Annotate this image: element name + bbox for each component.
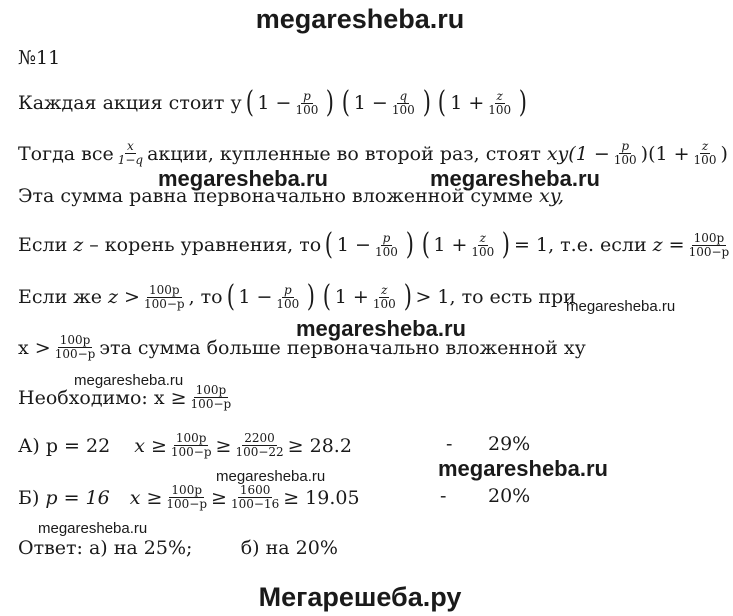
fraction: $\frac{100p}{100-p}$ [688, 230, 730, 259]
line-2-text: Тогда все [18, 142, 114, 165]
watermark: megaresheba.ru [158, 166, 328, 191]
line-2-expr-e: ) [720, 142, 728, 165]
line-4-var-2: z [652, 234, 663, 256]
line-4-text-b: – корень уравнения, то [89, 234, 322, 256]
line-4-var: z [73, 234, 84, 256]
fraction: $\frac{z}{100}$ [693, 139, 717, 167]
line-5-text-c: > 1, то есть при [415, 286, 576, 308]
line-6-text: x > [18, 336, 51, 359]
case-a-x: x ≥ [134, 434, 167, 457]
case-b-p: p = 16 [45, 486, 110, 509]
line-6-text-b: эта сумма больше первоначально вложенной ху [99, 336, 586, 359]
watermark: megaresheba.ru [566, 298, 676, 315]
fraction: $\frac{x}{1-q}$ [117, 139, 144, 167]
case-a-ge: ≥ [215, 434, 232, 457]
fraction: $\frac{1600}{100-16}$ [230, 483, 280, 511]
line-8 [18, 432, 352, 459]
watermark: megaresheba.ru [216, 468, 326, 485]
line-2-expr-d: )(1 + [640, 142, 690, 165]
line-2 [18, 140, 728, 167]
line-1-text: Каждая акция стоит у [18, 92, 242, 114]
problem-number: №11 [18, 47, 61, 69]
line-5-var: z [108, 286, 119, 308]
watermark: megaresheba.ru [38, 520, 148, 537]
case-b-label: Б) [18, 486, 40, 509]
fraction: $\frac{p}{100}$ [295, 88, 319, 117]
line-5-term-1: 1 − [238, 286, 273, 308]
line-3-text: Эта сумма равна первоначально вложенной сумме [18, 185, 534, 207]
site-header: megaresheba.ru [255, 4, 465, 34]
fraction: $\frac{100p}{100-p}$ [54, 333, 96, 361]
line-4-text-c: = 1, т.е. если [514, 234, 647, 256]
line-1-term-1: 1 − [257, 92, 292, 114]
line-4-term-1: 1 − [336, 234, 371, 256]
line-1-term-2: 1 − [353, 92, 388, 114]
fraction: $\frac{2200}{100-22}$ [235, 431, 284, 459]
line-3-var: xy, [539, 185, 565, 207]
fraction: $\frac{p}{100}$ [276, 282, 300, 311]
fraction: $\frac{z}{100}$ [488, 88, 512, 117]
site-footer: Мегарешеба.ру [258, 582, 462, 612]
case-b-ge: ≥ [211, 486, 227, 509]
line-7-text: Необходимо: x ≥ [18, 386, 187, 409]
case-a-dash: - [446, 433, 453, 455]
line-4-eq: = [668, 234, 685, 256]
case-b-dash: - [440, 485, 447, 507]
line-5: Если же z > $\frac{100p}{100-p}$ , то ( 1 − $\frac{p}{100}$ ) ( 1 + $\frac{z}{100}$ ) > 1, то есть при [18, 279, 576, 314]
line-1: Каждая акция стоит у ( 1 − $\frac{p}{100}$ ) ( 1 − $\frac{q}{100}$ ) ( 1 + $\frac{z}{100}$ ) [18, 85, 528, 120]
line-2-expr: xy(1 − [546, 142, 610, 165]
line-9 [18, 484, 360, 511]
case-a-label: А) p = 22 [18, 434, 111, 457]
line-5-gt: > [124, 286, 140, 308]
fraction: $\frac{z}{100}$ [372, 282, 396, 311]
line-4: Если z – корень уравнения, то ( 1 − $\frac{p}{100}$ ) ( 1 + $\frac{z}{100}$ ) = 1, т.е. если z = $\frac{100p}{100-p}$ [18, 227, 730, 262]
line-4-term-2: 1 + [433, 234, 468, 256]
fraction: $\frac{q}{100}$ [391, 88, 415, 117]
watermark: megaresheba.ru [430, 166, 600, 191]
case-a-value: ≥ 28.2 [287, 434, 352, 457]
fraction: $\frac{100p}{100-p}$ [170, 431, 212, 459]
fraction: $\frac{z}{100}$ [471, 230, 495, 259]
watermark: megaresheba.ru [438, 456, 608, 481]
line-5-text: Если же [18, 286, 103, 308]
line-5-text-b: , то [188, 286, 223, 308]
case-b-result: 20% [488, 485, 531, 507]
line-4-text: Если [18, 234, 68, 256]
line-5-term-2: 1 + [334, 286, 369, 308]
watermark: megaresheba.ru [74, 372, 184, 389]
fraction: $\frac{100p}{100-p}$ [166, 483, 208, 511]
line-2-text-b: акции, купленные во второй раз, стоят [147, 142, 541, 165]
fraction: $\frac{p}{100}$ [374, 230, 398, 259]
case-b-x: x ≥ [129, 486, 163, 509]
fraction: $\frac{100p}{100-p}$ [143, 282, 185, 311]
fraction: $\frac{100p}{100-p}$ [190, 383, 232, 411]
watermark: megaresheba.ru [296, 316, 466, 341]
fraction: $\frac{p}{100}$ [613, 139, 637, 167]
line-1-term-3: 1 + [450, 92, 485, 114]
answer: Ответ: а) на 25%; б) на 20% [18, 537, 338, 559]
case-a-result: 29% [488, 433, 531, 455]
case-b-value: ≥ 19.05 [283, 486, 360, 509]
